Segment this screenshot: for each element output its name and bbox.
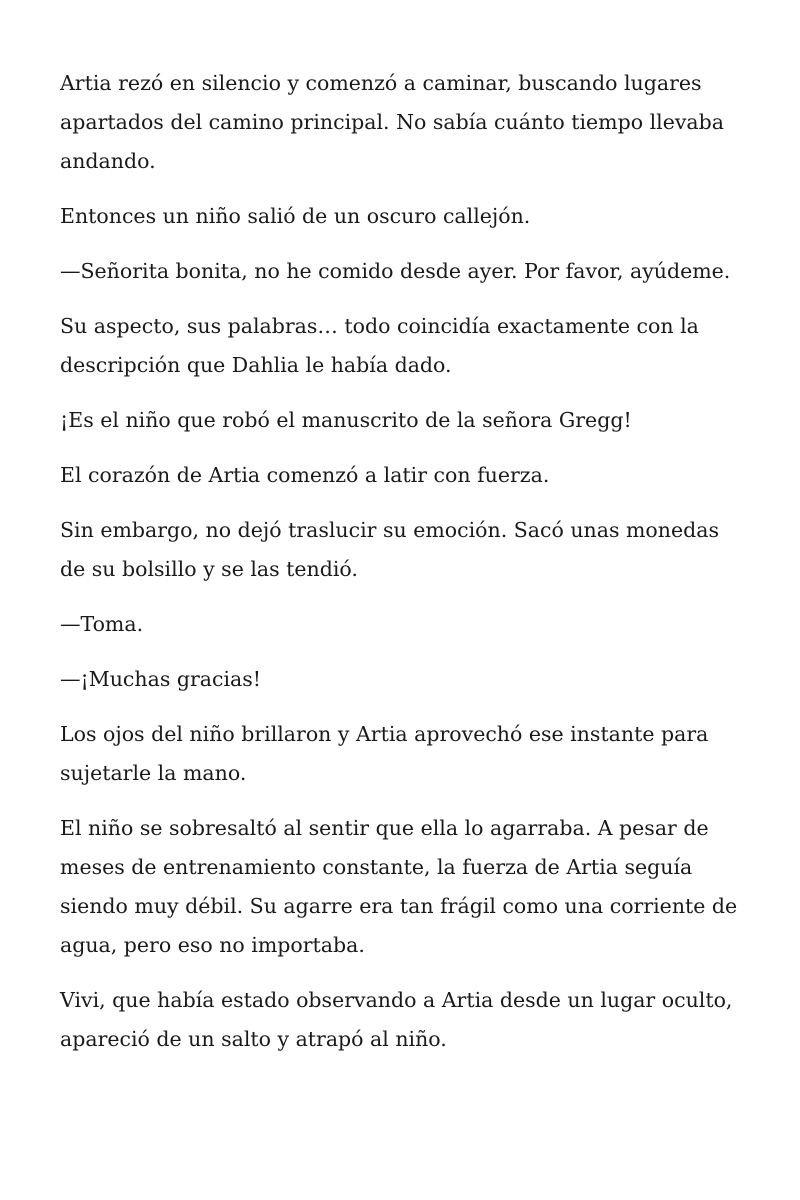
paragraph-1: Artia rezó en silencio y comenzó a caminar, buscando lugares apartados del camino principal. No sabía cuánto tiempo llevaba andando. <box>60 71 724 173</box>
paragraph-11: El niño se sobresaltó al sentir que ella lo agarraba. A pesar de meses de entrenamiento constante, la fuerza de Artia seguía siendo muy débil. Su agarre era tan frágil como una corriente de agua, pero eso no importaba. <box>60 816 738 957</box>
paragraph-4: Su aspecto, sus palabras… todo coincidía exactamente con la descripción que Dahlia le había dado. <box>60 314 699 377</box>
paragraph-6: El corazón de Artia comenzó a latir con fuerza. <box>60 463 550 487</box>
paragraph-2: Entonces un niño salió de un oscuro callejón. <box>60 204 531 228</box>
paragraph-5: ¡Es el niño que robó el manuscrito de la señora Gregg! <box>60 408 632 432</box>
paragraph-12: Vivi, que había estado observando a Artia desde un lugar oculto, apareció de un salto y atrapó al niño. <box>60 988 733 1051</box>
paragraph-3: —Señorita bonita, no he comido desde ayer. Por favor, ayúdeme. <box>60 259 731 283</box>
paragraph-9: —¡Muchas gracias! <box>60 667 262 691</box>
paragraph-8: —Toma. <box>60 612 144 636</box>
paragraph-10: Los ojos del niño brillaron y Artia aprovechó ese instante para sujetarle la mano. <box>60 722 709 785</box>
paragraph-7: Sin embargo, no dejó traslucir su emoción. Sacó unas monedas de su bolsillo y se las tendió. <box>60 518 719 581</box>
